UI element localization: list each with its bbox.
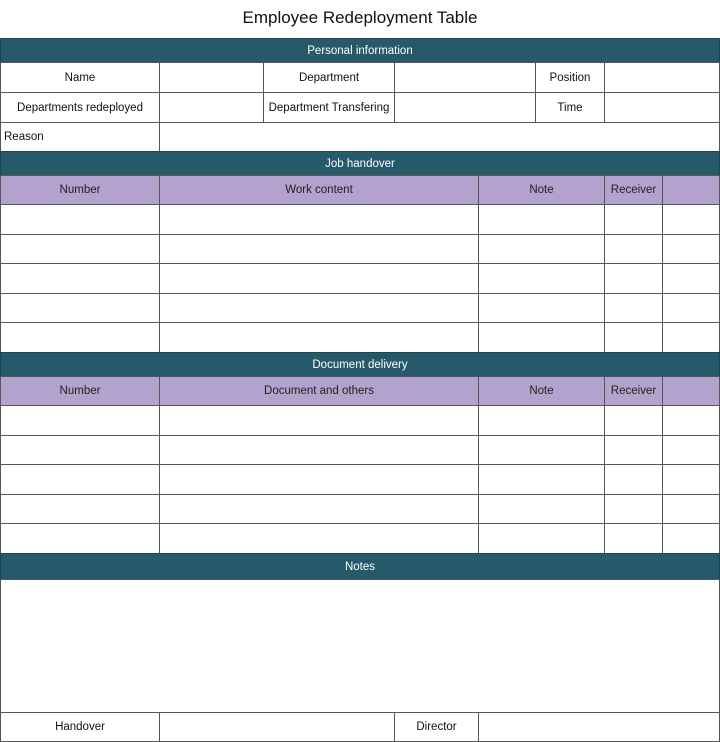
document-delivery-cell[interactable] (478, 523, 605, 554)
page-title: Employee Redeployment Table (242, 8, 478, 27)
document-delivery-cell[interactable] (0, 494, 160, 525)
time-field[interactable] (604, 92, 720, 123)
document-delivery-cell[interactable] (0, 523, 160, 554)
job-handover-cell[interactable] (662, 234, 720, 265)
document-delivery-cell[interactable] (604, 494, 663, 525)
time-label: Time (535, 92, 605, 123)
name-field[interactable] (159, 62, 264, 93)
personal-info-header: Personal information (0, 38, 720, 63)
document-delivery-cell[interactable] (478, 494, 605, 525)
job-handover-cell[interactable] (159, 293, 479, 324)
redeployed-field[interactable] (159, 92, 264, 123)
reason-field[interactable] (159, 122, 720, 152)
job-handover-cell[interactable] (159, 234, 479, 265)
document-delivery-column-header: Note (478, 376, 605, 406)
job-handover-cell[interactable] (662, 204, 720, 235)
transferring-label: Department Transfering (263, 92, 395, 123)
document-delivery-cell[interactable] (0, 464, 160, 495)
handover-signature-field[interactable] (159, 712, 395, 742)
job-handover-cell[interactable] (0, 322, 160, 353)
job-handover-cell[interactable] (0, 234, 160, 265)
job-handover-cell[interactable] (478, 263, 605, 294)
document-delivery-cell[interactable] (604, 464, 663, 495)
document-delivery-cell[interactable] (604, 435, 663, 466)
notes-header: Notes (0, 553, 720, 580)
document-delivery-column-header: Number (0, 376, 160, 406)
document-delivery-cell[interactable] (0, 405, 160, 436)
document-delivery-cell[interactable] (662, 464, 720, 495)
job-handover-cell[interactable] (662, 293, 720, 324)
job-handover-cell[interactable] (159, 322, 479, 353)
position-label: Position (535, 62, 605, 93)
job-handover-cell[interactable] (604, 263, 663, 294)
document-delivery-cell[interactable] (159, 464, 479, 495)
job-handover-cell[interactable] (0, 293, 160, 324)
job-handover-column-header: Note (478, 175, 605, 205)
job-handover-cell[interactable] (478, 234, 605, 265)
job-handover-column-header: Number (0, 175, 160, 205)
job-handover-cell[interactable] (604, 293, 663, 324)
job-handover-column-header: Work content (159, 175, 479, 205)
document-delivery-cell[interactable] (159, 405, 479, 436)
director-label: Director (394, 712, 479, 742)
document-delivery-cell[interactable] (159, 435, 479, 466)
document-delivery-cell[interactable] (159, 523, 479, 554)
job-handover-cell[interactable] (604, 234, 663, 265)
document-delivery-cell[interactable] (604, 523, 663, 554)
handover-label: Handover (0, 712, 160, 742)
reason-label: Reason (0, 122, 160, 152)
document-delivery-column-header (662, 376, 720, 406)
job-handover-cell[interactable] (0, 204, 160, 235)
position-field[interactable] (604, 62, 720, 93)
department-label: Department (263, 62, 395, 93)
document-delivery-cell[interactable] (662, 405, 720, 436)
name-label: Name (0, 62, 160, 93)
director-signature-field[interactable] (478, 712, 720, 742)
job-handover-cell[interactable] (0, 263, 160, 294)
job-handover-cell[interactable] (478, 293, 605, 324)
document-delivery-cell[interactable] (478, 435, 605, 466)
job-handover-cell[interactable] (478, 204, 605, 235)
document-delivery-cell[interactable] (159, 494, 479, 525)
job-handover-cell[interactable] (662, 263, 720, 294)
job-handover-cell[interactable] (604, 322, 663, 353)
job-handover-column-header (662, 175, 720, 205)
job-handover-cell[interactable] (159, 204, 479, 235)
document-delivery-cell[interactable] (478, 464, 605, 495)
job-handover-cell[interactable] (159, 263, 479, 294)
document-delivery-column-header: Document and others (159, 376, 479, 406)
job-handover-cell[interactable] (662, 322, 720, 353)
document-delivery-column-header: Receiver (604, 376, 663, 406)
job-handover-cell[interactable] (478, 322, 605, 353)
job-handover-column-header: Receiver (604, 175, 663, 205)
document-delivery-cell[interactable] (478, 405, 605, 436)
document-delivery-header: Document delivery (0, 352, 720, 377)
document-delivery-cell[interactable] (604, 405, 663, 436)
document-delivery-cell[interactable] (662, 435, 720, 466)
document-delivery-cell[interactable] (662, 494, 720, 525)
job-handover-cell[interactable] (604, 204, 663, 235)
department-field[interactable] (394, 62, 536, 93)
redeployed-label: Departments redeployed (0, 92, 160, 123)
transferring-field[interactable] (394, 92, 536, 123)
job-handover-header: Job handover (0, 151, 720, 176)
notes-area[interactable] (0, 579, 720, 713)
document-delivery-cell[interactable] (662, 523, 720, 554)
document-delivery-cell[interactable] (0, 435, 160, 466)
